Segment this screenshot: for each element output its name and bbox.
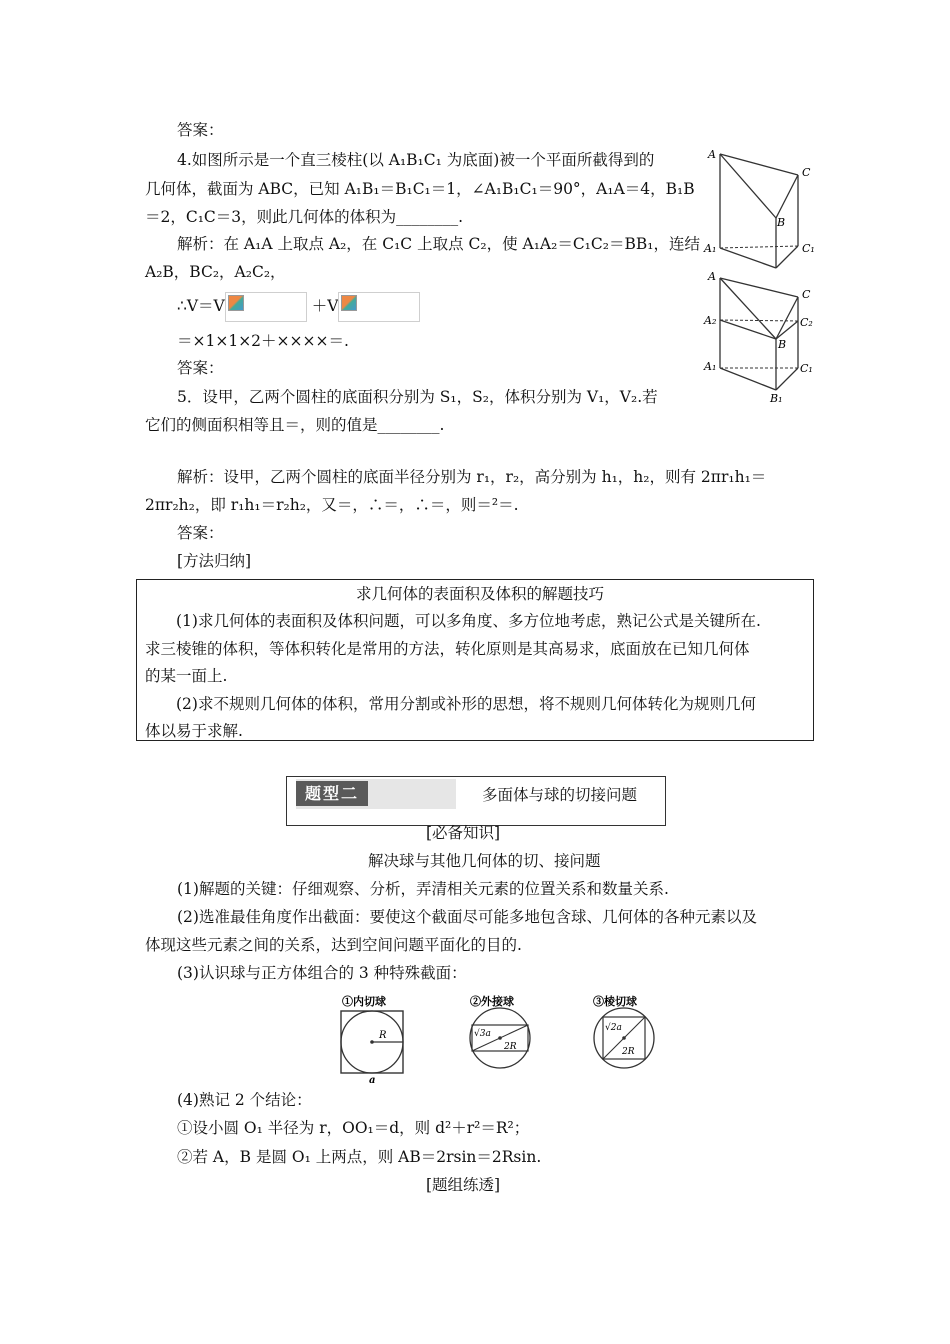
answer-label-4: 答案： xyxy=(177,359,224,377)
solution-4-line-2: A₂B，BC₂，A₂C₂， xyxy=(145,263,286,281)
method-summary-label: [方法归纳] xyxy=(177,552,252,570)
problem-5-line-2: 它们的侧面积相等且＝，则的值是________. xyxy=(145,416,445,434)
fig1-label-c1: C₁ xyxy=(802,242,815,255)
type-title: 多面体与球的切接问题 xyxy=(482,786,638,804)
fig1-label-c: C xyxy=(802,166,811,179)
fig2-label-a: A xyxy=(708,270,716,283)
knowledge-label: [必备知识] xyxy=(426,824,501,842)
edge-tangent-side-label: √2a xyxy=(605,1023,622,1033)
edge-tangent-diameter-label: 2R xyxy=(622,1047,635,1057)
fig2-label-a2: A₂ xyxy=(704,314,717,327)
knowledge-item-2-line-2: 体现这些元素之间的关系，达到空间问题平面化的目的. xyxy=(145,936,522,954)
problem-4-line-2: 几何体，截面为 ABC，已知 A₁B₁＝B₁C₁＝1，∠A₁B₁C₁＝90°，A₁A＝4，B₁B xyxy=(145,180,695,198)
knowledge-item-1: (1)解题的关键：仔细观察、分析，弄清相关元素的位置关系和数量关系. xyxy=(177,880,669,898)
answer-label-5: 答案： xyxy=(177,524,224,542)
knowledge-item-2-line-1: (2)选准最佳角度作出截面：要使这个截面尽可能多地包含球、几何体的各种元素以及 xyxy=(177,908,757,926)
circumscribed-side-label: √3a xyxy=(474,1029,491,1039)
problem-4-line-3: ＝2，C₁C＝3，则此几何体的体积为________. xyxy=(145,208,464,226)
problem-5-line-1: 5．设甲，乙两个圆柱的底面积分别为 S₁，S₂，体积分别为 V₁，V₂.若 xyxy=(177,388,658,406)
fig2-label-c2: C₂ xyxy=(800,316,813,329)
type-tag: 题型二 xyxy=(296,781,368,806)
fig2-label-a1: A₁ xyxy=(704,360,717,373)
solution-4-volume-line xyxy=(177,292,420,322)
volume-plus: ＋V xyxy=(311,297,339,315)
solution-4-line-4: ＝×1×1×2＋××××＝. xyxy=(177,332,349,350)
knowledge-item-6: ②若 A，B 是圆 O₁ 上两点，则 AB＝2rsin＝2Rsin. xyxy=(177,1148,542,1166)
circumscribed-sphere-figure xyxy=(462,994,542,1069)
fig1-label-a: A xyxy=(708,148,716,161)
method-box-p2-line-1: (2)求不规则几何体的体积，常用分割或补形的思想，将不规则几何体转化为规则几何 xyxy=(176,695,756,713)
problem-4-line-1: 4.如图所示是一个直三棱柱(以 A₁B₁C₁ 为底面)被一个平面所截得到的 xyxy=(177,151,655,169)
prism-figure-1 xyxy=(700,140,820,272)
solution-4-line-1: 解析：在 A₁A 上取点 A₂，在 C₁C 上取点 C₂，使 A₁A₂＝C₁C₂＝BB₁，连结 xyxy=(177,235,700,253)
practice-label: [题组练透] xyxy=(426,1176,501,1194)
fig2-label-b: B xyxy=(778,338,787,351)
method-box-p1-line-3: 的某一面上. xyxy=(145,667,228,685)
fig1-label-a1: A₁ xyxy=(704,242,717,255)
broken-image-icon xyxy=(338,292,420,322)
solution-5-line-1: 解析：设甲，乙两个圆柱的底面半径分别为 r₁，r₂，高分别为 h₁，h₂，则有 2πr₁h₁＝ xyxy=(177,468,767,486)
method-box-p1-line-1: (1)求几何体的表面积及体积问题，可以多角度、多方位地考虑，熟记公式是关键所在. xyxy=(176,612,761,630)
knowledge-item-4: (4)熟记 2 个结论： xyxy=(177,1091,312,1109)
solution-5-line-2: 2πr₂h₂，即 r₁h₁＝r₂h₂，又＝，∴＝，∴＝，则＝²＝. xyxy=(145,496,519,514)
circumscribed-sphere-title: ②外接球 xyxy=(470,995,514,1008)
inscribed-radius-label: R xyxy=(379,1030,387,1041)
inscribed-edge-label: a xyxy=(369,1075,376,1084)
edge-tangent-sphere-figure xyxy=(588,994,668,1069)
knowledge-item-5: ①设小圆 O₁ 半径为 r，OO₁＝d，则 d²＋r²＝R²； xyxy=(177,1119,530,1137)
method-box-title: 求几何体的表面积及体积的解题技巧 xyxy=(356,585,605,603)
method-box-p1-line-2: 求三棱锥的体积，等体积转化是常用的方法，转化原则是其高易求，底面放在已知几何体 xyxy=(145,640,750,658)
knowledge-heading: 解决球与其他几何体的切、接问题 xyxy=(368,852,601,870)
edge-tangent-sphere-title: ③棱切球 xyxy=(593,995,637,1008)
volume-prefix: ∴V＝V xyxy=(177,297,225,315)
answer-label-3: 答案： xyxy=(177,121,224,139)
fig2-label-c1: C₁ xyxy=(800,362,813,375)
fig2-label-c: C xyxy=(802,288,811,301)
fig2-label-b1: B₁ xyxy=(770,392,783,404)
knowledge-item-3: (3)认识球与正方体组合的 3 种特殊截面： xyxy=(177,964,467,982)
inscribed-sphere-title: ①内切球 xyxy=(342,995,386,1008)
inscribed-sphere-figure xyxy=(334,994,414,1084)
circumscribed-diameter-label: 2R xyxy=(504,1042,517,1052)
prism-figure-2 xyxy=(700,264,820,404)
fig1-label-b: B xyxy=(777,216,786,229)
method-box-p2-line-2: 体以易于求解. xyxy=(145,722,243,740)
broken-image-icon xyxy=(225,292,307,322)
